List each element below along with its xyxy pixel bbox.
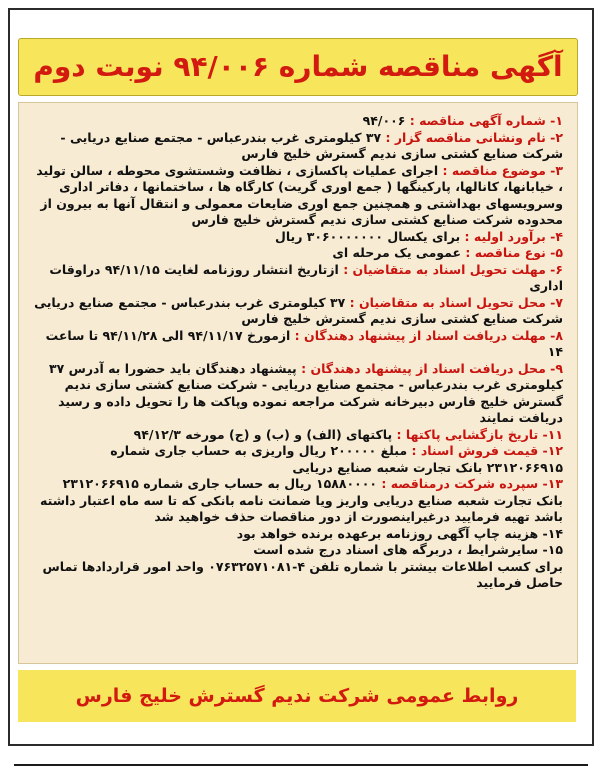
bottom-divider <box>14 764 588 766</box>
item-text: ۳۷ کیلومتری غرب بندرعباس - مجتمع صنایع دریایی - شرکت صنایع کشتی سازی ندیم گسترش خلیج فارس <box>60 129 563 161</box>
item-label: ۸- مهلت دریافت اسناد از پیشنهاد دهندگان : <box>294 327 563 343</box>
notice-item <box>33 262 563 295</box>
item-text: ازتاریخ انتشار روزنامه لغایت ۹۴/۱۱/۱۵ دراوقات اداری <box>49 261 563 293</box>
item-text: مبلغ ۲۰۰۰۰۰ ریال واریزی به حساب جاری شماره ۲۳۱۲۰۶۶۹۱۵ بانک تجارت شعبه صنایع دریایی <box>110 443 563 475</box>
notice-item <box>33 163 563 229</box>
item-text: ۳۷ کیلومتری غرب بندرعباس - مجتمع صنایع دریایی شرکت صنایع کشتی سازی ندیم گسترش خلیج فارس <box>34 294 563 326</box>
item-text: ۱۵- سایرشرایط ، دربرگه های اسناد درج شده است <box>253 542 563 557</box>
notice-header <box>18 38 578 96</box>
notice-item <box>33 113 563 130</box>
notice-title: آگهی مناقصه شماره ۹۴/۰۰۶ نوبت دوم <box>33 50 563 83</box>
notice-item <box>33 295 563 328</box>
item-text: برای کسب اطلاعات بیشتر با شماره تلفن ۴-۰۷۶۳۲۵۷۱۰۸۱ واحد امور قراردادها تماس حاصل فرمایید <box>42 558 563 590</box>
item-text: عمومی یک مرحله ای <box>332 245 466 260</box>
notice-item <box>33 526 563 543</box>
notice-item <box>33 245 563 262</box>
notice-item <box>33 443 563 476</box>
notice-body <box>18 102 578 664</box>
notice-item <box>33 328 563 361</box>
item-label: ۱۲- قیمت فروش اسناد : <box>411 443 563 458</box>
public-relations-signature: روابط عمومی شرکت ندیم گسترش خلیج فارس <box>75 685 519 707</box>
notice-items <box>19 103 577 592</box>
item-text: ۱۵۸۸۰۰۰۰ ریال به حساب جاری شماره ۲۳۱۲۰۶۶۹۱۵ بانک تجارت شعبه صنایع دریایی واریز ویا ضمانت نامه بانکی که تا سه ماه اعتبار داشته باشد تهیه فرمایید درغیراینصورت از دور مناقصات حذف خواهید شد <box>40 476 563 524</box>
notice-item <box>33 130 563 163</box>
item-label: ۱۱- تاریخ بازگشایی پاکتها : <box>396 426 563 442</box>
item-label: ۳- موضوع مناقصه : <box>442 162 563 178</box>
notice-item <box>33 559 563 592</box>
item-label: ۹- محل دریافت اسناد از پیشنهاد دهندگان : <box>301 360 563 376</box>
item-label: ۴- برآورد اولیه : <box>464 228 563 244</box>
item-label: ۲- نام ونشانی مناقصه گزار : <box>385 129 563 145</box>
item-text: ازمورخ ۹۴/۱۱/۱۷ الی ۹۴/۱۱/۲۸ تا ساعت ۱۴ <box>45 327 563 359</box>
notice-item <box>33 229 563 246</box>
notice-item <box>33 361 563 427</box>
item-label: ۵- نوع مناقصه : <box>465 245 563 260</box>
item-text: پاکتهای (الف) و (ب) و (ج) مورخه ۹۴/۱۲/۳ <box>133 426 397 442</box>
item-text: ۹۴/۰۰۶ <box>362 113 410 128</box>
notice-item <box>33 427 563 444</box>
item-label: ۶- مهلت تحویل اسناد به متقاضیان : <box>343 261 563 277</box>
item-label: ۱- شماره آگهی مناقصه : <box>409 113 563 128</box>
notice-footer <box>18 670 576 722</box>
item-text: پیشنهاد دهندگان باید حضورا به آدرس ۳۷ کیلومتری غرب بندرعباس - مجتمع صنایع دریایی - شرکت صنایع کشتی سازی ندیم گسترش خلیج فارس دبیرخانه شرکت مراجعه نموده وپاکت ها را تحویل داده و رسید دریافت نمایند <box>48 360 563 425</box>
item-text: اجرای عملیات پاکسازی ، نظافت وشستشوی محوطه ، سالن تولید ، خیابانها، کانالها، پارکینگها ( جمع اوری گریت) کارگاه ها ، ساختمانها ، دفاتر اداری وسرویسهای بهداشتی و همچنین جمع اوری ضایعات معمولی و انتقال آنها به بیرون از محدوده شرکت صنایع کشتی سازی ندیم گسترش خلیج فارس <box>36 162 563 227</box>
item-label: ۷- محل تحویل اسناد به متقاضیان : <box>349 294 563 310</box>
notice-item <box>33 476 563 526</box>
item-text: برای یکسال ۳۰۶۰۰۰۰۰۰۰ ریال <box>274 228 465 244</box>
item-text: ۱۴- هزینه چاپ آگهی روزنامه برعهده برنده خواهد بود <box>236 525 563 541</box>
notice-item <box>33 542 563 559</box>
item-label: ۱۳- سپرده شرکت درمناقصه : <box>381 476 563 491</box>
